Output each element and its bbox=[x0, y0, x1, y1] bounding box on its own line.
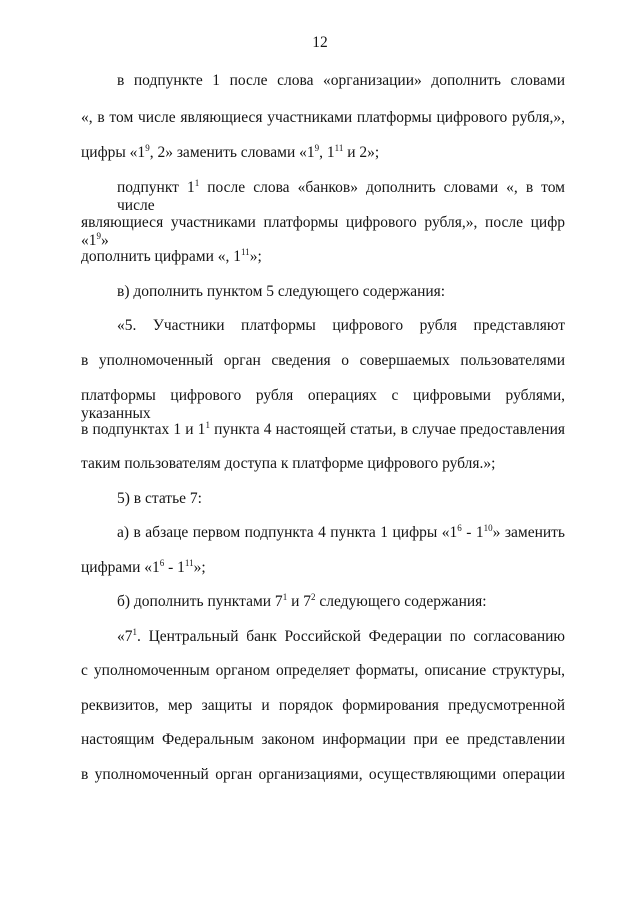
page-number: 12 bbox=[312, 34, 328, 51]
text-line: в подпунктах 1 и $1^1$ пункта 4 настоящей статьи, в случае предоставления bbox=[81, 419, 566, 438]
text-line: платформы цифрового рубля операциях с цифровыми рублями, указанных bbox=[81, 387, 565, 422]
text-line: с уполномоченным органом определяет форматы, описание структуры, bbox=[81, 662, 565, 679]
text-line: 5) в статье 7: bbox=[117, 490, 202, 507]
text-line: настоящим Федеральным законом информации при ее представлении bbox=[81, 731, 565, 748]
text-line: реквизитов, мер защиты и порядок формирования предусмотренной bbox=[81, 697, 565, 714]
text-line: «$7^1$. Центральный банк Российской Федерации по согласованию bbox=[117, 626, 565, 645]
text-line: дополнить цифрами «, $1^{11}$»; bbox=[81, 246, 262, 265]
text-line: а) в абзаце первом подпункта 4 пункта 1 цифры «$1^6 - 1^{10}$» заменить bbox=[117, 522, 566, 541]
text-line: цифры «$1^9$, 2» заменить словами «$1^9$, $1^{11}$ и 2»; bbox=[81, 142, 380, 161]
text-line: «, в том числе являющиеся участниками платформы цифрового рубля,», bbox=[81, 109, 565, 126]
text-line: в) дополнить пунктом 5 следующего содержания: bbox=[117, 283, 446, 300]
text-line: «5. Участники платформы цифрового рубля представляют bbox=[117, 317, 565, 334]
text-line: цифрами «$1^6 - 1^{11}$»; bbox=[81, 557, 206, 576]
text-line: б) дополнить пунктами $7^1$ и $7^2$ следующего содержания: bbox=[117, 591, 487, 610]
text-line: являющиеся участниками платформы цифрового рубля,», после цифр «$1^9$» bbox=[81, 214, 565, 249]
text-line: таким пользователям доступа к платформе цифрового рубля.»; bbox=[81, 455, 496, 472]
text-line: в уполномоченный орган сведения о совершаемых пользователями bbox=[81, 352, 565, 369]
text-line: подпункт $1^1$ после слова «банков» дополнить словами «, в том числе bbox=[117, 177, 565, 214]
text-line: в уполномоченный орган организациями, осуществляющими операции bbox=[81, 766, 565, 783]
text-line: в подпункте 1 после слова «организации» дополнить словами bbox=[117, 72, 565, 89]
